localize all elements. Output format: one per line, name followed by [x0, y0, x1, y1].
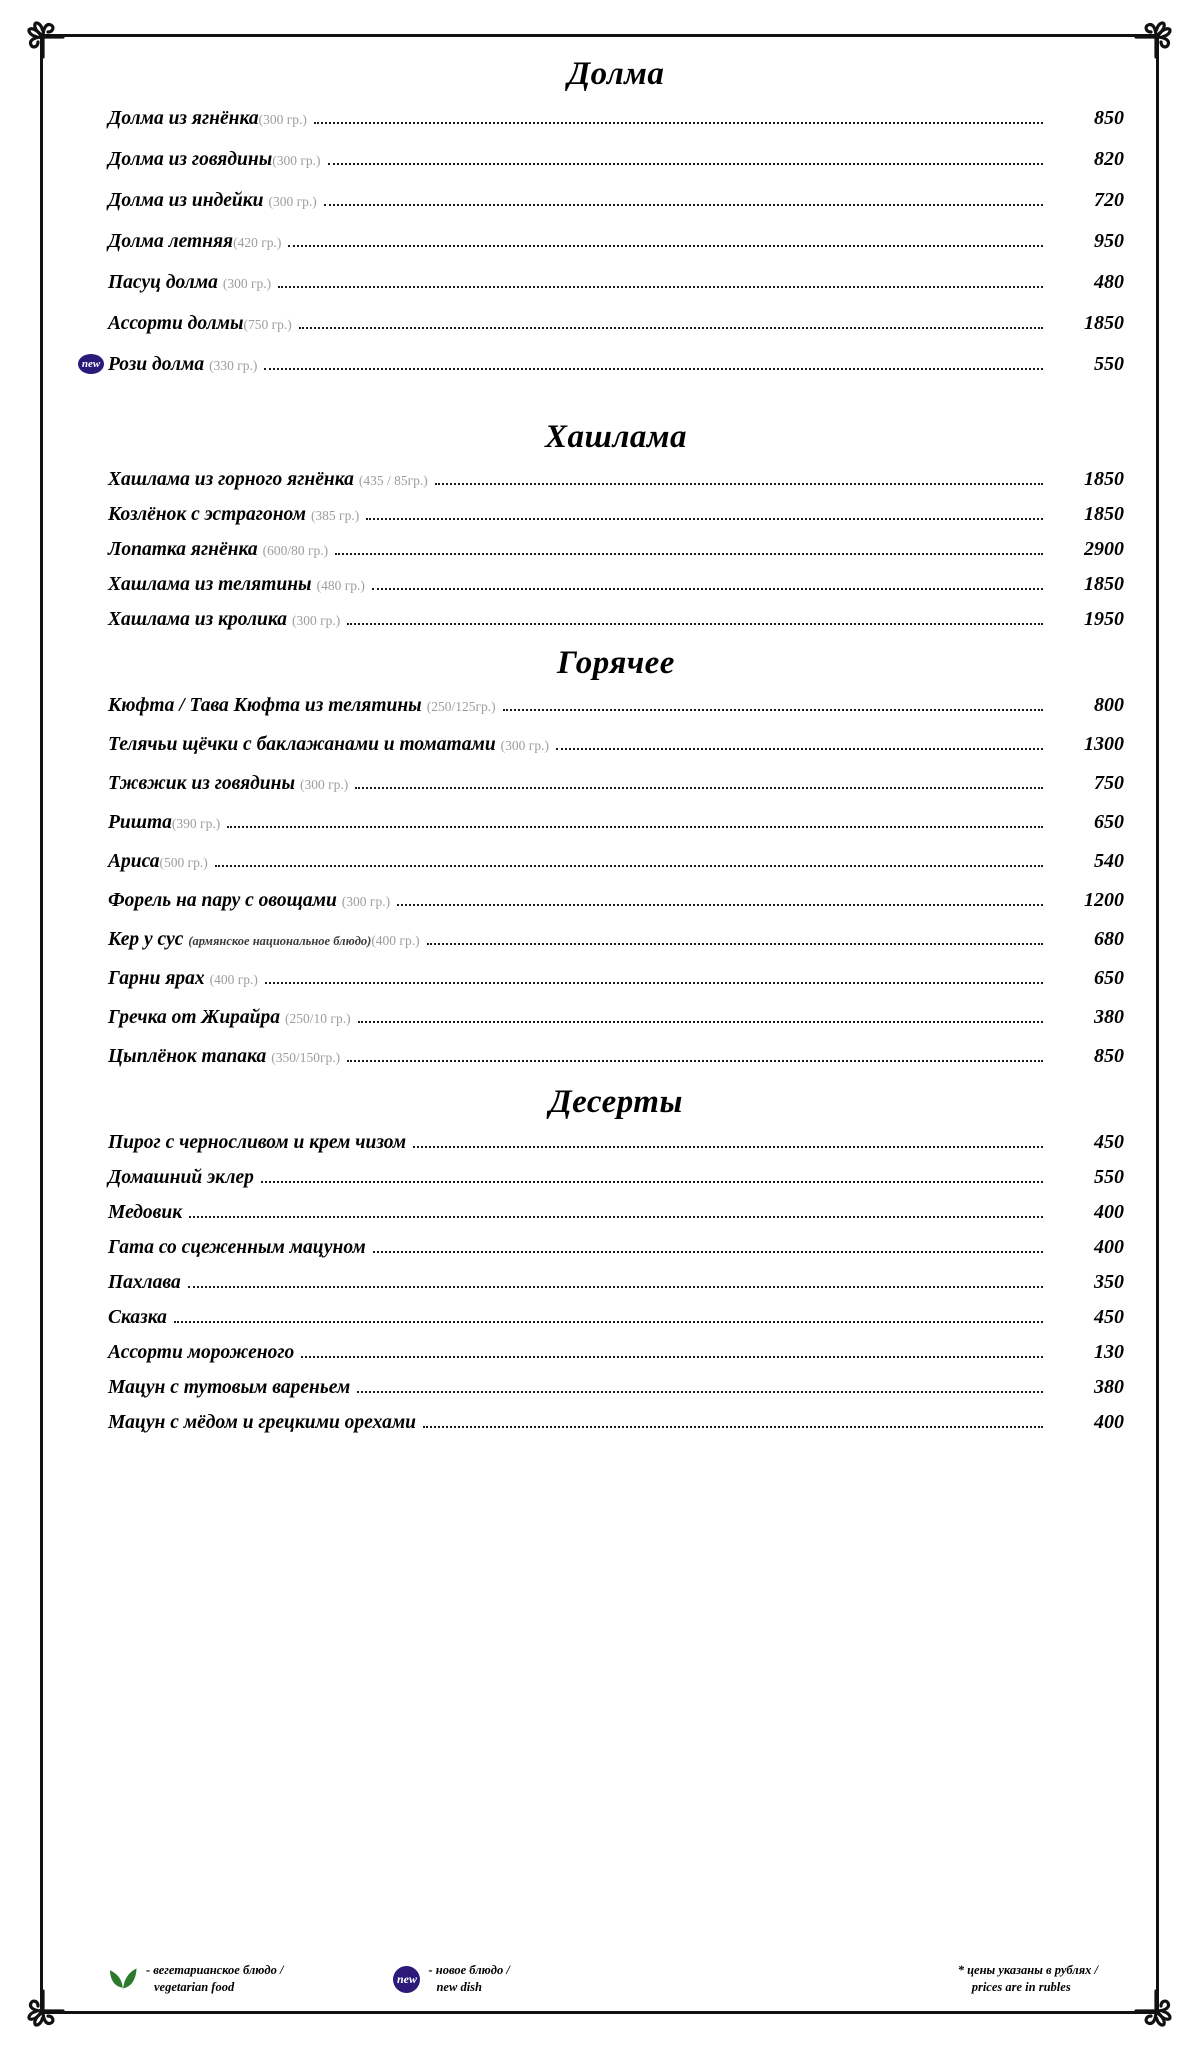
- menu-item-name: Пахлава: [108, 1272, 181, 1293]
- menu-item-price: 380: [1094, 1006, 1124, 1028]
- leaf-icon: [108, 1964, 138, 1994]
- menu-item-name: Домашний эклер: [108, 1167, 254, 1188]
- dot-leader: [314, 121, 1043, 124]
- menu-item-name: Кер у сус: [108, 929, 184, 950]
- menu-section: [78, 419, 1124, 631]
- corner-flourish-top-right-icon: [1134, 15, 1178, 59]
- menu-item-price: 400: [1094, 1411, 1124, 1433]
- dot-leader: [413, 1145, 1043, 1148]
- menu-item-row: [78, 503, 1124, 526]
- menu-item-row: [78, 1411, 1124, 1434]
- menu-item-weight: (300 гр.): [291, 613, 341, 628]
- dot-leader: [261, 1180, 1043, 1183]
- dot-leader: [188, 1285, 1043, 1288]
- menu-item-name: Лопатка ягнёнка: [108, 539, 258, 560]
- legend-price-note: [958, 1962, 1098, 1996]
- menu-item-name: Медовик: [108, 1202, 183, 1223]
- legend-vegetarian-line2: vegetarian food: [154, 1980, 235, 1995]
- menu-item-name: Кюфта / Тава Кюфта из телятины: [108, 695, 422, 716]
- menu-item-price: 550: [1094, 353, 1124, 375]
- legend-new-dish-line1: - новое блюдо /: [428, 1963, 510, 1978]
- dot-leader: [358, 1020, 1043, 1023]
- menu-item-weight: (385 гр.): [310, 508, 360, 523]
- dot-leader: [347, 622, 1043, 625]
- new-badge-icon: new: [78, 354, 104, 374]
- menu-item-row: [78, 733, 1124, 756]
- dot-leader: [423, 1425, 1043, 1428]
- menu-item-price: 1850: [1084, 573, 1124, 595]
- menu-item-weight: (435 / 85гр.): [358, 473, 428, 488]
- menu-item-price: 350: [1094, 1271, 1124, 1293]
- dot-leader: [556, 747, 1043, 750]
- menu-item-name: Пасуц долма: [108, 272, 218, 293]
- menu-item-price: 950: [1094, 230, 1124, 252]
- legend-vegetarian-text: [146, 1962, 283, 1996]
- menu-item-name: Ассорти мороженого: [108, 1342, 295, 1363]
- dot-leader: [335, 552, 1043, 555]
- menu-item-price: 450: [1094, 1131, 1124, 1153]
- menu-item-name: Тжвжик из говядины: [108, 773, 296, 794]
- legend-new-dish-line2: new dish: [436, 1980, 482, 1995]
- legend-vegetarian: [108, 1962, 283, 1996]
- dot-leader: [299, 326, 1043, 329]
- menu-item-weight: (250/125гр.): [426, 699, 496, 714]
- menu-item-weight: (250/10 гр.): [285, 1011, 351, 1026]
- menu-item-name: Гата со сцеженным мацуном: [108, 1237, 366, 1258]
- dot-leader: [324, 203, 1043, 206]
- menu-item-row: [78, 889, 1124, 912]
- menu-item-name: Долма из индейки: [108, 190, 264, 211]
- menu-item-name: Долма из говядины: [108, 149, 273, 170]
- menu-item-weight: (390 гр.): [171, 816, 221, 831]
- menu-section: [78, 56, 1124, 377]
- dot-leader: [435, 482, 1043, 485]
- menu-item-weight: (300 гр.): [341, 894, 391, 909]
- menu-item-name: Цыплёнок тапака: [108, 1046, 267, 1067]
- menu-item-price: 650: [1094, 811, 1124, 833]
- menu-item-row: [78, 850, 1124, 873]
- menu-content: [78, 56, 1124, 1446]
- menu-item-weight: (400 гр.): [371, 933, 420, 948]
- menu-item-name: Долма из ягнёнка: [108, 108, 259, 129]
- legend-vegetarian-line1: - вегетарианское блюдо /: [146, 1963, 284, 1978]
- menu-item-price: 550: [1094, 1166, 1124, 1188]
- menu-item-row: [78, 1271, 1124, 1294]
- menu-item-row: [78, 312, 1124, 335]
- menu-item-row: [78, 1131, 1124, 1154]
- menu-item-name: Гречка от Жирайра: [108, 1007, 281, 1028]
- menu-item-name: Гарни ярах: [108, 968, 205, 989]
- menu-item-row: [78, 230, 1124, 253]
- menu-item-price: 480: [1094, 271, 1124, 293]
- dot-leader: [347, 1059, 1043, 1062]
- menu-item-price: 1200: [1084, 889, 1124, 911]
- section-title: Десерты: [549, 1084, 683, 1120]
- dot-leader: [265, 981, 1043, 984]
- menu-item-price: 1300: [1084, 733, 1124, 755]
- dot-leader: [301, 1355, 1043, 1358]
- menu-item-row: [78, 468, 1124, 491]
- menu-item-row: [78, 608, 1124, 631]
- menu-item-price: 850: [1094, 1045, 1124, 1067]
- menu-item-weight: (420 гр.): [233, 235, 282, 250]
- menu-item-description: (армянское национальное блюдо): [188, 934, 372, 948]
- menu-item-row: [78, 1006, 1124, 1029]
- legend-price-note-text: [958, 1962, 1098, 1996]
- menu-item-row: [78, 1166, 1124, 1189]
- menu-item-name: Хашлама из горного ягнёнка: [108, 469, 354, 490]
- dot-leader: [278, 285, 1043, 288]
- menu-item-row: [78, 107, 1124, 130]
- menu-item-weight: (750 гр.): [243, 317, 292, 332]
- menu-item-weight: (300 гр.): [272, 153, 321, 168]
- dot-leader: [328, 162, 1043, 165]
- new-badge-icon: new: [393, 1966, 420, 1993]
- menu-item-name: Ришта: [108, 812, 172, 833]
- menu-item-weight: (300 гр.): [500, 738, 549, 753]
- menu-item-price: 800: [1094, 694, 1124, 716]
- corner-flourish-bottom-right-icon: [1134, 1989, 1178, 2033]
- menu-item-price: 1850: [1084, 312, 1124, 334]
- menu-item-weight: (350/150гр.): [271, 1050, 341, 1065]
- menu-item-name: Долма летняя: [108, 231, 234, 252]
- menu-item-price: 680: [1094, 928, 1124, 950]
- dot-leader: [397, 903, 1043, 906]
- menu-item-weight: (480 гр.): [316, 578, 365, 593]
- menu-item-row: [78, 1201, 1124, 1224]
- menu-item-row: [78, 353, 1124, 377]
- dot-leader: [357, 1390, 1043, 1393]
- menu-item-price: 650: [1094, 967, 1124, 989]
- dot-leader: [227, 825, 1043, 828]
- menu-item-row: [78, 694, 1124, 717]
- menu-item-row: [78, 271, 1124, 294]
- menu-item-name: Рози долма: [108, 354, 205, 375]
- menu-item-price: 1950: [1084, 608, 1124, 630]
- menu-item-row: [78, 928, 1124, 951]
- menu-item-weight: (300 гр.): [258, 112, 307, 127]
- menu-item-row: [78, 573, 1124, 596]
- menu-item-badge-slot: [78, 354, 108, 374]
- menu-item-weight: (330 гр.): [209, 358, 258, 373]
- menu-item-price: 720: [1094, 189, 1124, 211]
- menu-item-price: 380: [1094, 1376, 1124, 1398]
- menu-item-name: Пирог с черносливом и крем чизом: [108, 1132, 407, 1153]
- menu-item-name: Мацун с мёдом и грецкими орехами: [108, 1412, 417, 1433]
- dot-leader: [215, 864, 1043, 867]
- menu-item-weight: (300 гр.): [268, 194, 317, 209]
- menu-item-row: [78, 1236, 1124, 1259]
- menu-item-price: 2900: [1084, 538, 1124, 560]
- menu-item-price: 400: [1094, 1236, 1124, 1258]
- dot-leader: [264, 367, 1043, 370]
- menu-item-name: Сказка: [108, 1307, 167, 1328]
- section-title: Хашлама: [544, 419, 688, 455]
- menu-item-row: [78, 811, 1124, 834]
- menu-item-weight: (300 гр.): [300, 777, 349, 792]
- dot-leader: [503, 708, 1043, 711]
- menu-footer-legend: [78, 1962, 1124, 1996]
- dot-leader: [288, 244, 1043, 247]
- dot-leader: [366, 517, 1043, 520]
- menu-section: [78, 1084, 1124, 1434]
- menu-item-row: [78, 148, 1124, 171]
- menu-item-row: [78, 1045, 1124, 1068]
- menu-item-name: Ассорти долмы: [108, 313, 244, 334]
- menu-item-row: [78, 538, 1124, 561]
- legend-new-dish: [393, 1962, 509, 1996]
- section-title: Горячее: [557, 645, 675, 681]
- menu-item-row: [78, 189, 1124, 212]
- corner-flourish-top-left-icon: [21, 15, 65, 59]
- legend-price-note-line1: * цены указаны в рублях /: [957, 1963, 1098, 1978]
- menu-item-row: [78, 1341, 1124, 1364]
- legend-new-dish-text: [428, 1962, 509, 1996]
- menu-item-weight: (600/80 гр.): [262, 543, 329, 558]
- menu-item-row: [78, 1306, 1124, 1329]
- menu-item-price: 400: [1094, 1201, 1124, 1223]
- menu-item-price: 1850: [1084, 503, 1124, 525]
- menu-item-weight: (400 гр.): [209, 972, 258, 987]
- menu-item-name: Форель на пару с овощами: [108, 890, 337, 911]
- dot-leader: [373, 1250, 1043, 1253]
- dot-leader: [355, 786, 1043, 789]
- dot-leader: [427, 942, 1043, 945]
- menu-item-name: Мацун с тутовым вареньем: [108, 1377, 351, 1398]
- dot-leader: [372, 587, 1043, 590]
- menu-item-price: 450: [1094, 1306, 1124, 1328]
- menu-item-name: Хашлама из телятины: [108, 574, 312, 595]
- menu-item-row: [78, 1376, 1124, 1399]
- menu-item-row: [78, 772, 1124, 795]
- menu-item-name: Ариса: [108, 851, 160, 872]
- menu-item-price: 1850: [1084, 468, 1124, 490]
- menu-section: [78, 645, 1124, 1068]
- dot-leader: [174, 1320, 1043, 1323]
- menu-item-name: Телячьи щёчки с баклажанами и томатами: [108, 734, 496, 755]
- dot-leader: [189, 1215, 1043, 1218]
- menu-item-price: 820: [1094, 148, 1124, 170]
- legend-price-note-line2: prices are in rubles: [971, 1980, 1071, 1995]
- corner-flourish-bottom-left-icon: [21, 1989, 65, 2033]
- menu-item-name: Хашлама из кролика: [108, 609, 287, 630]
- menu-item-name: Козлёнок с эстрагоном: [108, 504, 306, 525]
- menu-item-price: 130: [1094, 1341, 1124, 1363]
- menu-item-weight: (300 гр.): [222, 276, 272, 291]
- menu-item-price: 540: [1094, 850, 1124, 872]
- menu-item-weight: (500 гр.): [159, 855, 208, 870]
- menu-item-price: 750: [1094, 772, 1124, 794]
- menu-item-row: [78, 967, 1124, 990]
- section-title: Долма: [567, 56, 665, 92]
- menu-item-price: 850: [1094, 107, 1124, 129]
